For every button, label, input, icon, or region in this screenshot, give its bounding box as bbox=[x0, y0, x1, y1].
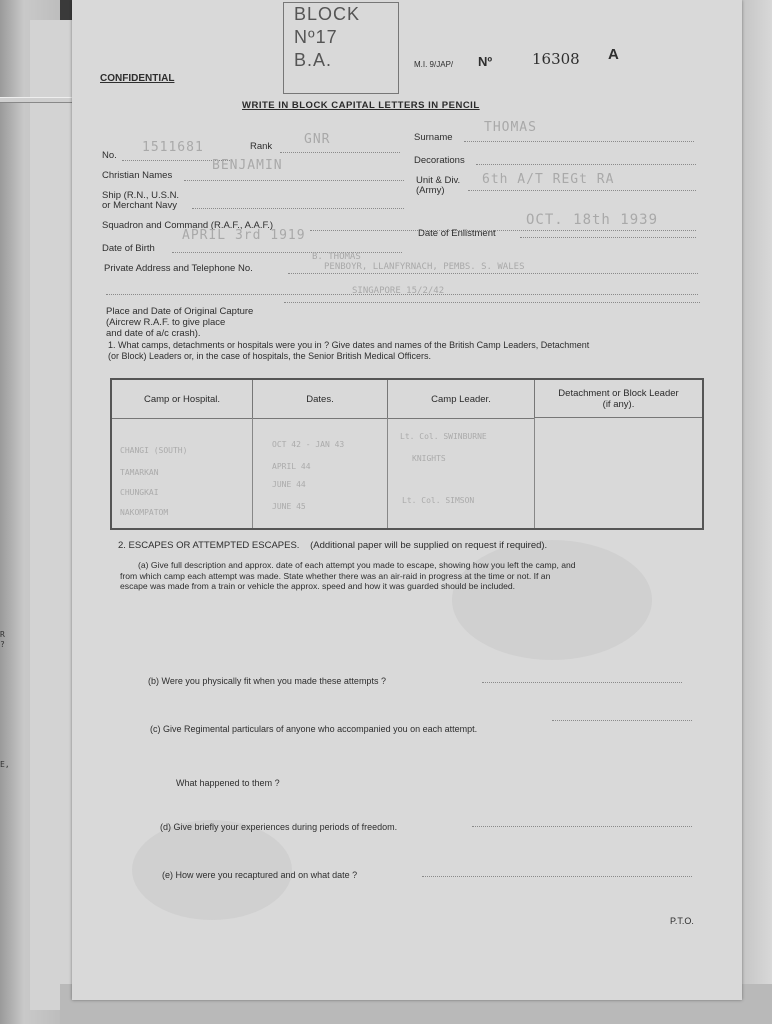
label-no: No. bbox=[102, 150, 117, 161]
question-2e: (e) How were you recaptured and on what date ? bbox=[162, 870, 358, 880]
label-squadron: Squadron and Command (R.A.F., A.A.F.) bbox=[102, 220, 274, 231]
block-line: BLOCK bbox=[294, 4, 361, 24]
question-2-heading: 2. ESCAPES OR ATTEMPTED ESCAPES. bbox=[118, 540, 300, 551]
block-line: Nº17 bbox=[294, 27, 338, 47]
form-heading: WRITE IN BLOCK CAPITAL LETTERS IN PENCIL bbox=[242, 100, 480, 111]
table-cell: CHUNGKAI bbox=[120, 488, 159, 497]
block-line: B.A. bbox=[294, 50, 333, 70]
side-fragment: R bbox=[0, 630, 5, 639]
table-cell: OCT 42 - JAN 43 bbox=[272, 440, 345, 449]
question-2c-followup: What happened to them ? bbox=[176, 778, 280, 788]
label-ship bbox=[102, 191, 179, 211]
answer-christian-names: BENJAMIN bbox=[212, 158, 283, 173]
paper-stain bbox=[452, 540, 652, 660]
question-2a-line: escape was made from a train or vehicle the approx. speed and how it was guarded should be included. bbox=[120, 581, 516, 591]
table-cell: JUNE 45 bbox=[272, 502, 306, 511]
table-header-detachment: Detachment or Block Leader (if any). bbox=[535, 380, 702, 418]
label-surname: Surname bbox=[414, 132, 453, 143]
dotted-line bbox=[284, 302, 700, 303]
dotted-line bbox=[464, 141, 694, 142]
dotted-line bbox=[476, 164, 696, 165]
label-christian-names: Christian Names bbox=[102, 170, 173, 181]
form-number: 16308 bbox=[532, 50, 580, 68]
question-2-note: (Additional paper will be supplied on request if required). bbox=[310, 540, 548, 551]
label-capture-line: and date of a/c crash). bbox=[106, 328, 201, 339]
dotted-line bbox=[552, 720, 692, 721]
answer-no: 1511681 bbox=[142, 140, 204, 155]
label-unit-line: Unit & Div. bbox=[416, 175, 461, 186]
question-2a-line: (a) Give full description and approx. date of each attempt you made to escape, showing how you left the camp, and bbox=[138, 560, 576, 570]
table-header-camp: Camp or Hospital. bbox=[112, 380, 253, 419]
label-capture-line: Place and Date of Original Capture bbox=[106, 306, 254, 317]
label-decorations: Decorations bbox=[414, 155, 465, 166]
label-ship-line: Ship (R.N., U.S.N. bbox=[102, 190, 180, 201]
table-header-leader: Camp Leader. bbox=[388, 380, 535, 419]
label-unit-line: (Army) bbox=[416, 185, 445, 196]
answer-enlistment: OCT. 18th 1939 bbox=[526, 212, 659, 228]
dotted-line bbox=[184, 180, 404, 181]
table-column-line bbox=[534, 418, 535, 528]
dotted-line bbox=[280, 152, 400, 153]
table-cell: APRIL 44 bbox=[272, 462, 311, 471]
answer-dob: APRIL 3rd 1919 bbox=[182, 228, 306, 243]
table-header-dates: Dates. bbox=[253, 380, 388, 419]
dotted-line bbox=[422, 876, 692, 877]
question-2-title bbox=[118, 540, 547, 551]
question-2d: (d) Give briefly your experiences during periods of freedom. bbox=[160, 822, 398, 832]
block-stamp bbox=[283, 2, 399, 94]
answer-capture: SINGAPORE 15/2/42 bbox=[352, 286, 445, 296]
label-capture-line: (Aircrew R.A.F. to give place bbox=[106, 317, 226, 328]
dotted-line bbox=[472, 826, 692, 827]
dotted-line bbox=[288, 273, 698, 274]
question-2a bbox=[120, 560, 576, 592]
table-cell: KNIGHTS bbox=[412, 454, 446, 463]
table-cell: CHANGI (SOUTH) bbox=[120, 446, 188, 455]
label-unit bbox=[416, 176, 460, 196]
side-fragment: E, bbox=[0, 760, 10, 769]
dotted-line bbox=[172, 252, 402, 253]
answer-address-1: B. THOMAS bbox=[312, 252, 361, 262]
dotted-line bbox=[310, 230, 696, 231]
table-cell: Lt. Col. SIMSON bbox=[402, 496, 475, 505]
question-1-line: 1. What camps, detachments or hospitals were you in ? Give dates and names of the British Camp Leaders, Detachment bbox=[108, 340, 590, 350]
side-page-fragments bbox=[0, 630, 10, 770]
table-cell: Lt. Col. SWINBURNE bbox=[400, 432, 487, 441]
dotted-line bbox=[482, 682, 682, 683]
side-fragment: ? bbox=[0, 640, 5, 649]
question-1-line: (or Block) Leaders or, in the case of hospitals, the Senior British Medical Officers. bbox=[108, 351, 431, 361]
table-cell: TAMARKAN bbox=[120, 468, 159, 477]
form-sheet bbox=[72, 0, 742, 1000]
label-capture bbox=[106, 306, 253, 339]
question-2b: (b) Were you physically fit when you made these attempts ? bbox=[148, 676, 386, 686]
dotted-line bbox=[192, 208, 404, 209]
question-1 bbox=[108, 340, 589, 362]
label-ship-line: or Merchant Navy bbox=[102, 200, 177, 211]
mi-reference: M.I. 9/JAP/ bbox=[414, 60, 454, 69]
table-cell: JUNE 44 bbox=[272, 480, 306, 489]
pto-label: P.T.O. bbox=[670, 916, 694, 926]
question-2c: (c) Give Regimental particulars of anyone who accompanied you on each attempt. bbox=[150, 724, 478, 734]
side-spacer bbox=[0, 650, 10, 760]
table-column-line bbox=[387, 418, 388, 528]
label-enlistment: Date of Enlistment bbox=[418, 228, 496, 239]
answer-surname: THOMAS bbox=[484, 120, 537, 135]
table-column-line bbox=[252, 418, 253, 528]
label-address: Private Address and Telephone No. bbox=[104, 263, 253, 274]
form-no-label: Nº bbox=[478, 54, 493, 69]
dotted-line bbox=[520, 237, 696, 238]
label-dob: Date of Birth bbox=[102, 243, 155, 254]
form-suffix: A bbox=[608, 46, 619, 63]
question-2a-line: from which camp each attempt was made. State whether there was an air-raid in progress at the time or not. If an bbox=[120, 570, 551, 581]
answer-rank: GNR bbox=[304, 132, 331, 147]
table-cell: NAKOMPATOM bbox=[120, 508, 169, 517]
camps-table bbox=[110, 378, 704, 530]
answer-address-2: PENBOYR, LLANFYRNACH, PEMBS. S. WALES bbox=[324, 262, 525, 272]
label-rank: Rank bbox=[250, 141, 273, 152]
answer-unit: 6th A/T REGt RA bbox=[482, 172, 615, 187]
dotted-line bbox=[468, 190, 696, 191]
confidential-label: CONFIDENTIAL bbox=[100, 73, 175, 84]
